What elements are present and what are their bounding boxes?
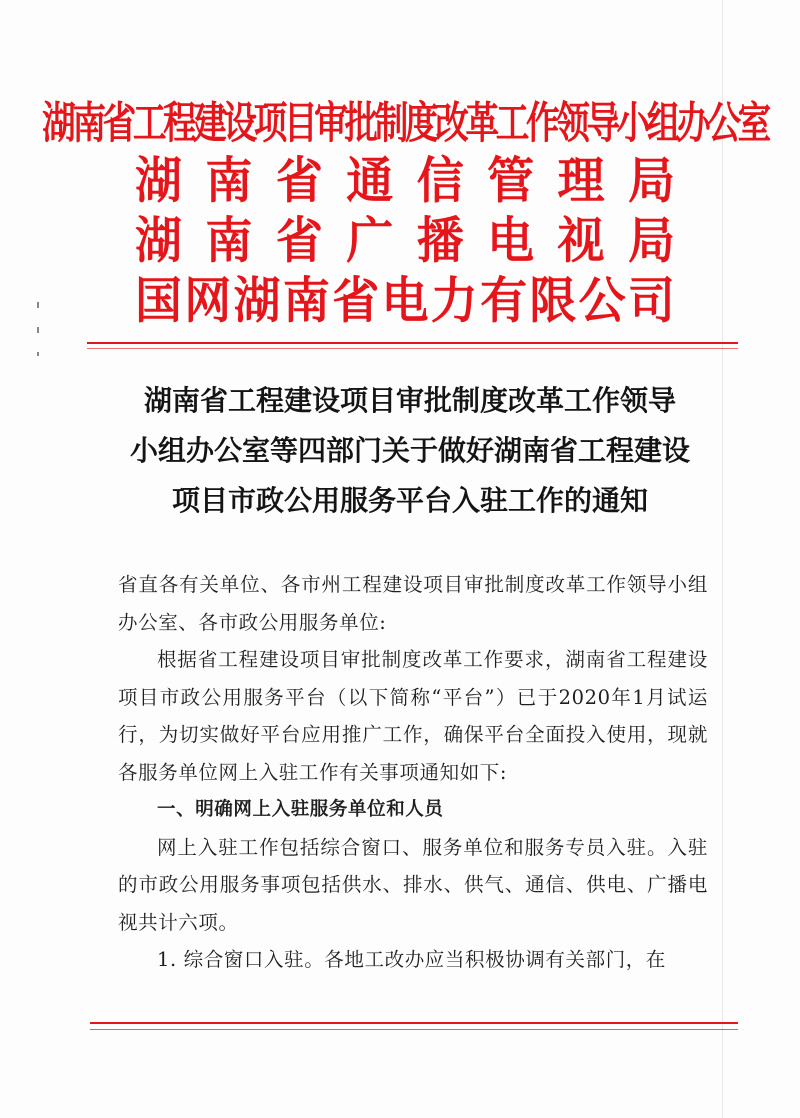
section-paragraph: 网上入驻工作包括综合窗口、服务单位和服务专员入驻。入驻的市政公用服务事项包括供水、排水、供气、通信、供电、广播电视共计六项。 (118, 835, 708, 934)
footer-divider (90, 1022, 738, 1024)
issuer-name: 湖南省工程建设项目审批制度改革工作领导小组办公室 (42, 98, 768, 150)
title-line: 湖南省工程建设项目审批制度改革工作领导 (143, 384, 676, 417)
issuer-char: 广 (346, 212, 394, 271)
issuer-char: 网 (184, 272, 232, 331)
issuer-char: 通 (346, 152, 394, 211)
header-divider (87, 342, 738, 344)
scan-speck (37, 327, 39, 333)
issuer-char: 信 (416, 152, 464, 211)
issuer-char: 视 (557, 212, 605, 271)
issuer-char: 南 (205, 152, 253, 211)
issuer-char: 电 (381, 272, 429, 331)
issuer-char: 力 (430, 272, 478, 331)
issuer-char: 南 (282, 272, 330, 331)
issuer-char: 理 (557, 152, 605, 211)
title-line: 小组办公室等四部门关于做好湖南省工程建设 (129, 434, 690, 467)
issuer-char: 播 (416, 212, 464, 271)
issuer-char: 湖 (233, 272, 281, 331)
scan-speck (37, 302, 39, 308)
title-line: 项目市政公用服务平台入驻工作的通知 (171, 484, 648, 517)
document-title (90, 376, 730, 526)
issuer-char: 管 (487, 152, 535, 211)
scan-speck (37, 352, 39, 356)
section-heading: 一、明确网上入驻服务单位和人员 (157, 799, 444, 820)
issuer-line (135, 271, 675, 334)
issuer-char: 限 (529, 272, 577, 331)
issuer-char: 湖 (135, 212, 182, 271)
issuer-char: 南 (205, 212, 253, 271)
issuer-char: 省 (275, 212, 323, 271)
document-body (118, 566, 708, 979)
issuer-char: 电 (487, 212, 535, 271)
issuer-char: 省 (275, 152, 323, 211)
issuer-char: 湖 (135, 152, 182, 211)
issuer-char: 有 (480, 272, 528, 331)
issuer-line (135, 151, 675, 214)
issuer-char: 局 (627, 152, 675, 211)
page-edge-line (722, 0, 723, 1118)
issuer-char: 局 (627, 212, 675, 271)
issuer-line (135, 211, 675, 274)
intro-paragraph: 根据省工程建设项目审批制度改革工作要求，湖南省工程建设项目市政公用服务平台（以下简称“平台”）已于2020年1月试运行，为切实做好平台应用推广工作，确保平台全面投入使用，现就各服务单位网上入驻工作有关事项通知如下: (118, 648, 708, 784)
issuer-char: 司 (627, 272, 675, 331)
numbered-item: 1. 综合窗口入驻。各地工改办应当积极协调有关部门，在 (157, 948, 667, 971)
footer-divider-thin (90, 1029, 738, 1030)
issuer-char: 国 (135, 272, 182, 331)
issuer-char: 省 (332, 272, 380, 331)
document-header (42, 98, 768, 332)
header-divider-thin (87, 348, 738, 349)
addressee-paragraph: 省直各有关单位、各市州工程建设项目审批制度改革工作领导小组办公室、各市政公用服务单位: (118, 573, 708, 634)
issuer-char: 公 (578, 272, 626, 331)
